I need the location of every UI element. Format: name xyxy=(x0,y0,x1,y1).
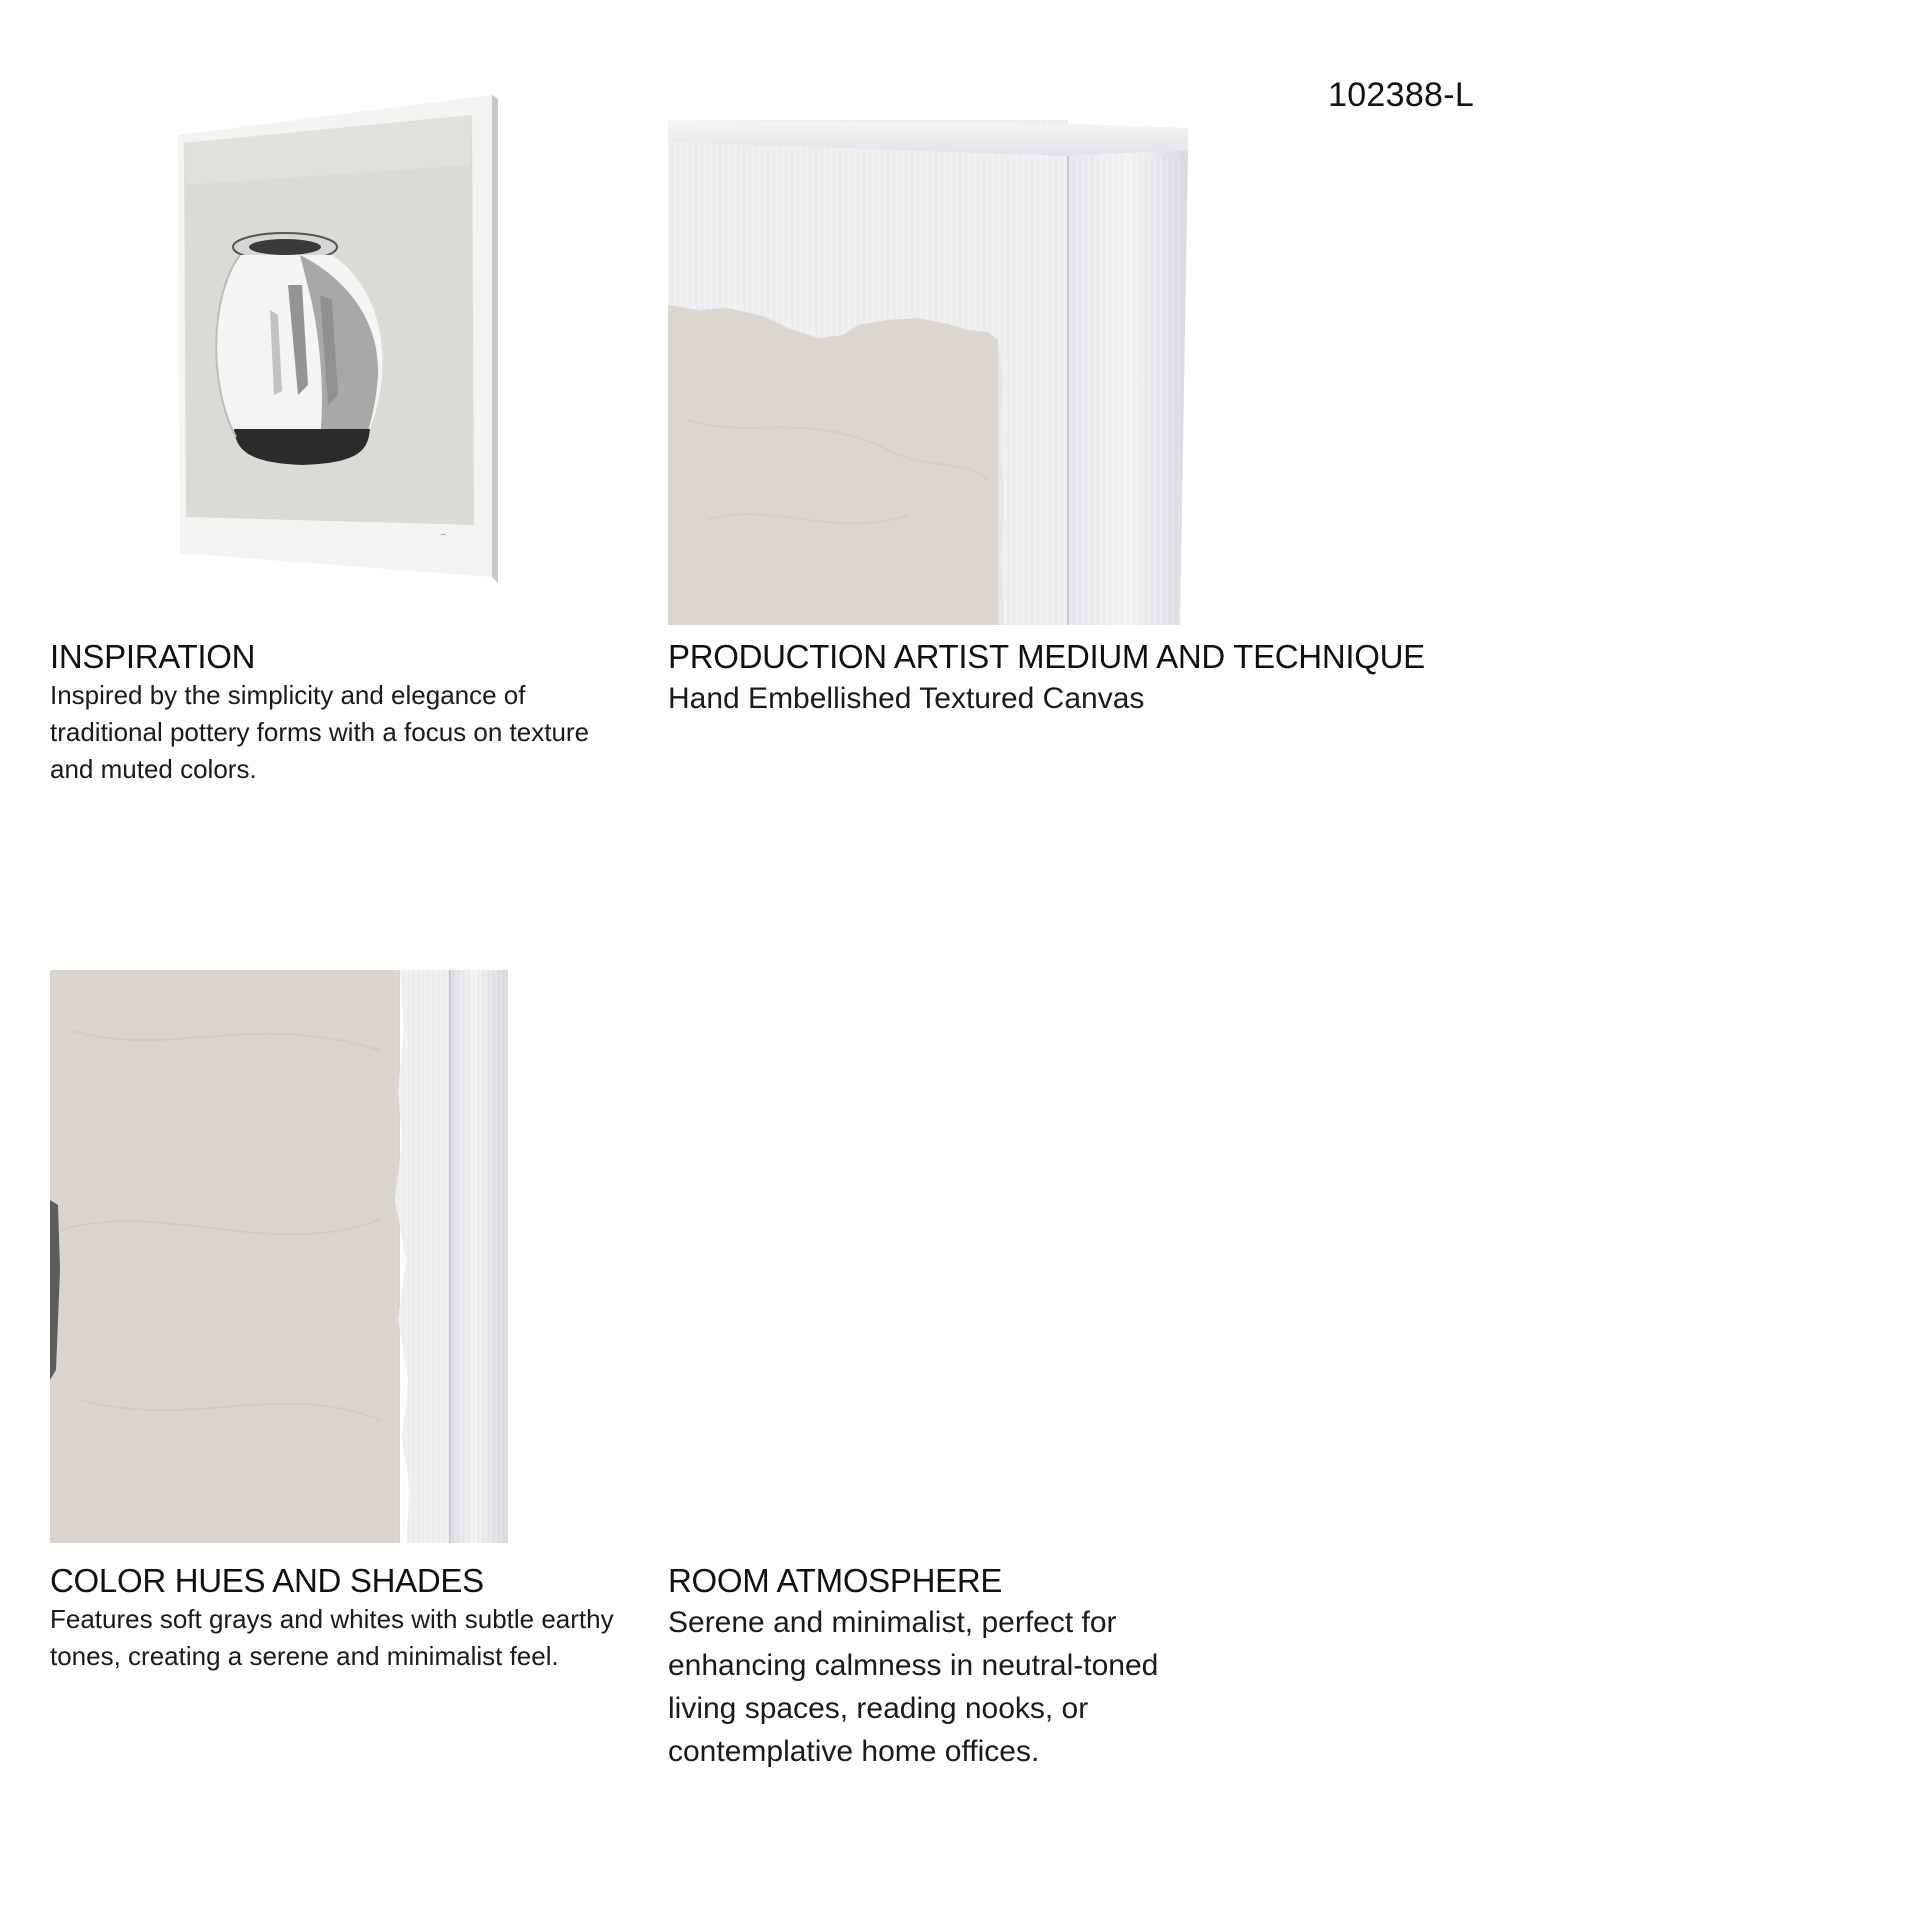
room-text: Serene and minimalist, perfect for enhancing calmness in neutral-toned living spaces, reading nooks, or contemplative home offices. xyxy=(668,1606,1159,1768)
inspiration-text: Inspired by the simplicity and elegance of traditional pottery forms with a focus on texture and muted colors. xyxy=(50,680,590,784)
vase-canvas-illustration xyxy=(170,95,510,585)
product-sku: 102388-L xyxy=(1328,76,1475,114)
room-heading: ROOM ATMOSPHERE xyxy=(668,1562,1003,1599)
production-heading: PRODUCTION ARTIST MEDIUM AND TECHNIQUE xyxy=(668,638,1425,675)
product-image-edge-closeup xyxy=(50,970,508,1543)
production-text: Hand Embellished Textured Canvas xyxy=(668,682,1145,715)
svg-text:~: ~ xyxy=(440,530,447,539)
edge-closeup-illustration xyxy=(50,970,508,1543)
product-image-vase-canvas xyxy=(170,95,510,585)
inspiration-heading: INSPIRATION xyxy=(50,638,256,675)
color-heading: COLOR HUES AND SHADES xyxy=(50,1562,484,1599)
product-image-corner-closeup xyxy=(668,120,1188,625)
corner-closeup-illustration xyxy=(668,120,1188,625)
color-text: Features soft grays and whites with subtle earthy tones, creating a serene and minimalist feel. xyxy=(50,1604,614,1671)
